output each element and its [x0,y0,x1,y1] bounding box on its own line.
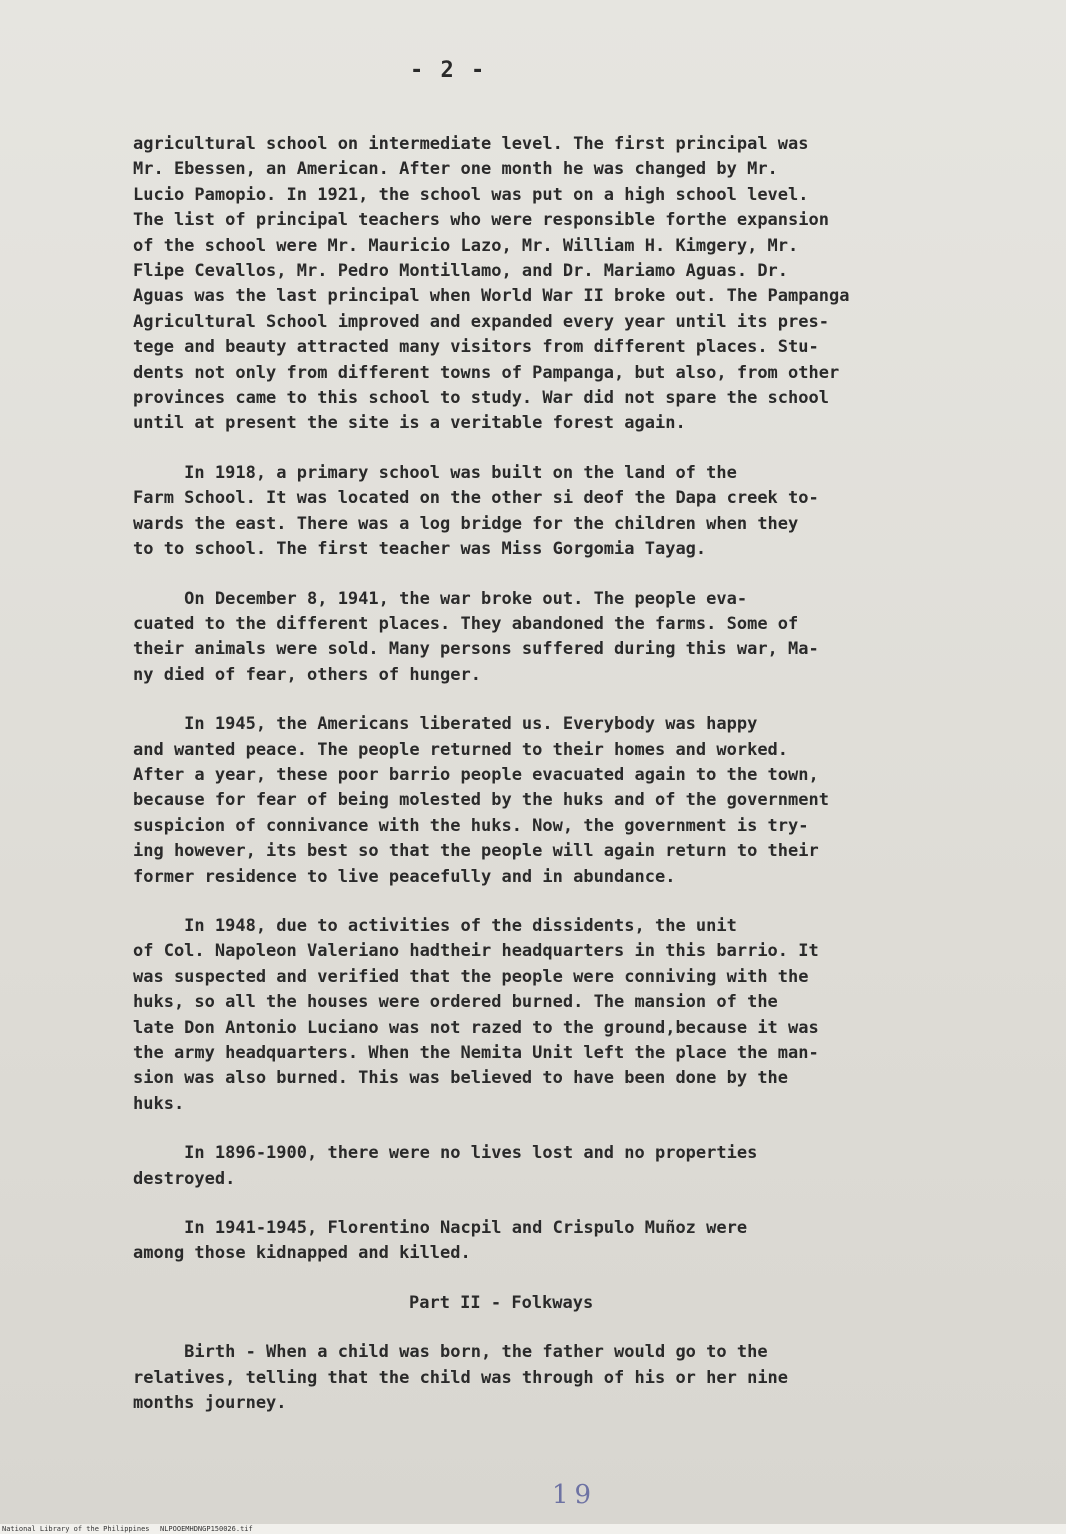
paragraph-dissidents-1948 [133,914,1013,1117]
text-line: huks. [133,1093,185,1114]
text-line: was suspected and verified that the people were conniving with the [133,966,809,987]
history-paragraphs [133,132,1013,1267]
text-line: to to school. The first teacher was Miss Gorgomia Tayag. [133,539,707,560]
text-line: late Don Antonio Luciano was not razed to the ground,because it was [133,1017,819,1038]
text-line: among those kidnapped and killed. [133,1243,471,1264]
birth-paragraph [133,1340,1013,1416]
text-line: wards the east. There was a log bridge for the children when they [133,513,799,534]
text-line: ing however, its best so that the people will again return to their [133,841,819,862]
text-line: and wanted peace. The people returned to their homes and worked. [133,739,789,760]
text-line: former residence to live peacefully and in abundance. [133,866,676,887]
text-line: of Col. Napoleon Valeriano hadtheir headquarters in this barrio. It [133,941,819,962]
text-line: provinces came to this school to study. War did not spare the school [133,388,829,409]
text-line: Flipe Cevallos, Mr. Pedro Montillamo, and Dr. Mariamo Aguas. Dr. [133,261,789,282]
text-line: Mr. Ebessen, an American. After one month he was changed by Mr. [133,159,778,180]
page-number: - 2 - [410,58,487,83]
text-line: because for fear of being molested by the huks and of the government [133,790,829,811]
text-line: On December 8, 1941, the war broke out. The people eva- [133,588,748,609]
text-line: agricultural school on intermediate level. The first principal was [133,134,809,154]
text-line: destroyed. [133,1168,236,1189]
text-line: their animals were sold. Many persons suffered during this war, Ma- [133,639,819,660]
text-line: Lucio Pamopio. In 1921, the school was put on a high school level. [133,184,809,205]
text-line: cuated to the different places. They abandoned the farms. Some of [133,613,799,634]
text-line: months journey. [133,1393,287,1414]
text-line: Agricultural School improved and expanded every year until its pres- [133,311,829,332]
text-line: relatives, telling that the child was through of his or her nine [133,1367,789,1388]
paragraph-1941-1945 [133,1216,1013,1267]
text-line: In 1945, the Americans liberated us. Everybody was happy [133,714,758,735]
text-line: Birth - When a child was born, the father would go to the [133,1342,768,1363]
text-line: dents not only from different towns of Pampanga, but also, from other [133,362,840,383]
text-line: tege and beauty attracted many visitors from different places. Stu- [133,337,819,358]
paragraph-primary-school-1918 [133,461,1013,563]
text-line: until at present the site is a veritable forest again. [133,413,686,434]
paragraph-1896-1900 [133,1141,1013,1192]
footer-library: National Library of the Philippines [2,1525,150,1533]
text-line: The list of principal teachers who were responsible forthe expansion [133,210,829,231]
footer-filename: NLPOOEMHDNGP150026.tif [160,1525,253,1533]
text-line: the army headquarters. When the Nemita Unit left the place the man- [133,1043,819,1063]
text-line: In 1948, due to activities of the dissidents, the unit [133,915,737,936]
text-line: Aguas was the last principal when World War II broke out. The Pampanga [133,286,850,307]
paragraph-war-1941 [133,587,1013,689]
text-line: suspicion of connivance with the huks. Now, the government is try- [133,815,809,836]
section-heading: Part II - Folkways [409,1292,594,1313]
text-line: In 1896-1900, there were no lives lost and no properties [133,1143,758,1164]
body-text [133,132,1013,1416]
text-line: Farm School. It was located on the other si deof the Dapa creek to- [133,488,819,509]
text-line: In 1941-1945, Florentino Nacpil and Crispulo Muñoz were [133,1218,748,1239]
handwritten-page-stamp: 19 [552,1480,598,1510]
text-line: sion was also burned. This was believed to have been done by the [133,1068,789,1089]
text-line: After a year, these poor barrio people evacuated again to the town, [133,764,819,785]
text-line: In 1918, a primary school was built on the land of the [133,462,737,483]
text-line: of the school were Mr. Mauricio Lazo, Mr. William H. Kimgery, Mr. [133,235,799,256]
text-line: huks, so all the houses were ordered burned. The mansion of the [133,992,778,1013]
text-line: ny died of fear, others of hunger. [133,664,481,685]
scan-footer [0,1524,1066,1534]
paragraph-liberation-1945 [133,712,1013,890]
paragraph-school-history [133,132,1013,437]
